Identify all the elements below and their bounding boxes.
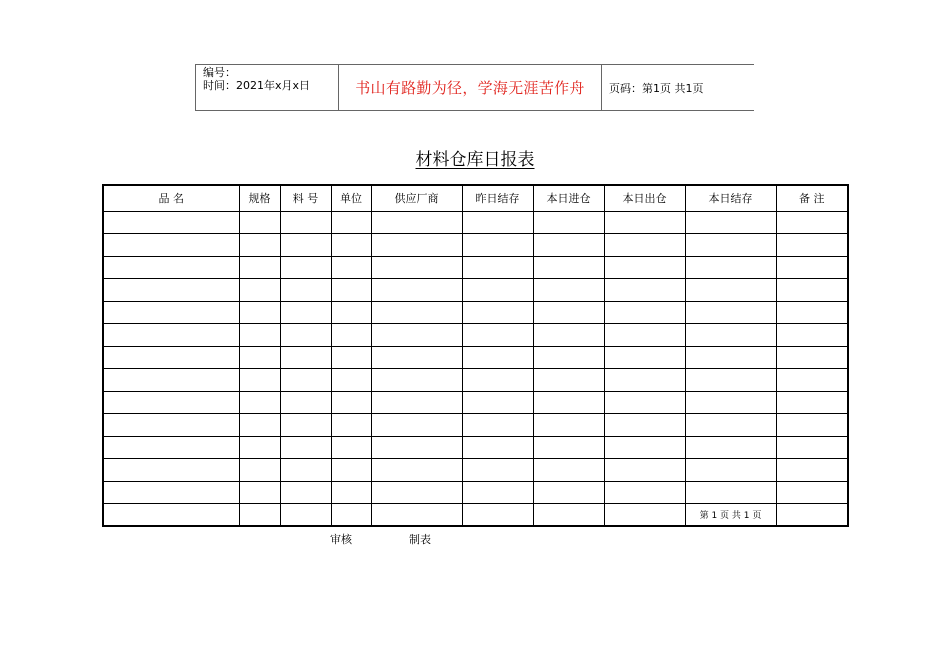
table-cell[interactable]: [371, 436, 462, 459]
table-cell[interactable]: [239, 211, 280, 234]
header-page-info: 页码：第1页 共1页: [609, 81, 704, 95]
table-cell[interactable]: [533, 346, 604, 369]
table-cell[interactable]: [776, 324, 848, 347]
table-row: [103, 481, 848, 504]
table-cell[interactable]: [533, 256, 604, 279]
document-header: [195, 64, 754, 111]
table-cell[interactable]: [371, 459, 462, 482]
table-cell[interactable]: [331, 459, 371, 482]
table-cell[interactable]: [103, 504, 239, 527]
table-cell[interactable]: [776, 346, 848, 369]
table-row: [103, 504, 848, 527]
table-cell[interactable]: [462, 256, 533, 279]
table-cell[interactable]: [331, 234, 371, 257]
page-title-text: 材料仓库日报表: [415, 150, 535, 170]
col-header-stock-in: 本日进仓: [533, 185, 604, 211]
table-cell[interactable]: [280, 391, 331, 414]
table-cell[interactable]: [280, 211, 331, 234]
table-cell[interactable]: [280, 459, 331, 482]
col-header-supplier: 供应厂商: [371, 185, 462, 211]
table-cell[interactable]: [371, 234, 462, 257]
table-cell[interactable]: [604, 301, 685, 324]
table-cell[interactable]: [685, 414, 776, 437]
table-cell[interactable]: [103, 414, 239, 437]
table-cell[interactable]: [685, 324, 776, 347]
table-cell[interactable]: [685, 459, 776, 482]
table-cell[interactable]: [604, 369, 685, 392]
table-cell[interactable]: [685, 346, 776, 369]
table-cell[interactable]: [776, 279, 848, 302]
table-cell[interactable]: [462, 436, 533, 459]
header-motto: 书山有路勤为径，学海无涯苦作舟: [339, 65, 602, 110]
table-cell[interactable]: [776, 436, 848, 459]
table-cell[interactable]: [239, 504, 280, 527]
table-cell[interactable]: [776, 504, 848, 527]
col-header-stock-out: 本日出仓: [604, 185, 685, 211]
table-cell[interactable]: [604, 391, 685, 414]
table-header-row: [103, 185, 848, 211]
table-cell[interactable]: [776, 459, 848, 482]
table-cell[interactable]: [462, 279, 533, 302]
table-cell[interactable]: [533, 301, 604, 324]
table-cell[interactable]: [331, 324, 371, 347]
table-cell[interactable]: [103, 234, 239, 257]
table-cell[interactable]: [331, 504, 371, 527]
col-header-name: 品 名: [103, 185, 239, 211]
review-label: 审核: [330, 533, 352, 546]
table-cell[interactable]: [371, 256, 462, 279]
col-header-part-no: 料 号: [280, 185, 331, 211]
table-cell[interactable]: [280, 256, 331, 279]
table-cell[interactable]: [533, 211, 604, 234]
table-cell[interactable]: [462, 459, 533, 482]
table-cell[interactable]: [604, 436, 685, 459]
table-cell[interactable]: [462, 301, 533, 324]
table-cell[interactable]: [462, 481, 533, 504]
table-cell[interactable]: [239, 301, 280, 324]
table-cell[interactable]: [331, 256, 371, 279]
table-cell[interactable]: [371, 414, 462, 437]
col-header-today-balance: 本日结存: [685, 185, 776, 211]
table-cell[interactable]: [776, 234, 848, 257]
table-cell[interactable]: [685, 211, 776, 234]
table-cell[interactable]: [239, 391, 280, 414]
table-cell[interactable]: [103, 346, 239, 369]
table-cell[interactable]: [331, 369, 371, 392]
table-row: [103, 391, 848, 414]
table-cell[interactable]: [462, 414, 533, 437]
table-row: [103, 414, 848, 437]
table-cell[interactable]: [776, 301, 848, 324]
table-cell[interactable]: [331, 481, 371, 504]
table-cell[interactable]: [103, 256, 239, 279]
table-cell[interactable]: [371, 391, 462, 414]
table-cell[interactable]: [239, 436, 280, 459]
table-cell[interactable]: [103, 301, 239, 324]
table-cell[interactable]: [239, 346, 280, 369]
date-label: 时间：2021年x月x日: [203, 78, 311, 92]
table-cell[interactable]: [331, 279, 371, 302]
table-cell[interactable]: [280, 234, 331, 257]
table-cell[interactable]: [280, 481, 331, 504]
table-cell[interactable]: [331, 391, 371, 414]
prepared-by-label: 制表: [409, 533, 431, 546]
table-cell[interactable]: [533, 279, 604, 302]
table-cell[interactable]: [604, 459, 685, 482]
table-cell[interactable]: [533, 481, 604, 504]
table-cell[interactable]: [239, 369, 280, 392]
table-cell[interactable]: [103, 436, 239, 459]
header-meta-cell: [196, 65, 339, 110]
table-cell[interactable]: [533, 414, 604, 437]
table-cell[interactable]: [533, 391, 604, 414]
table-cell[interactable]: [604, 414, 685, 437]
table-cell[interactable]: [280, 301, 331, 324]
table-cell[interactable]: [533, 459, 604, 482]
table-cell[interactable]: [462, 346, 533, 369]
table-cell[interactable]: [239, 256, 280, 279]
table-cell[interactable]: [371, 211, 462, 234]
page-title: [0, 145, 950, 170]
table-cell[interactable]: [685, 481, 776, 504]
table-cell[interactable]: [280, 369, 331, 392]
col-header-remarks: 备 注: [776, 185, 848, 211]
table-body: [103, 211, 848, 526]
table-cell[interactable]: [103, 324, 239, 347]
table-cell[interactable]: [604, 504, 685, 527]
table-row: [103, 211, 848, 234]
table-cell[interactable]: [103, 459, 239, 482]
table-cell[interactable]: [685, 234, 776, 257]
table-cell[interactable]: [462, 369, 533, 392]
table-cell[interactable]: [239, 279, 280, 302]
table-cell[interactable]: [776, 211, 848, 234]
table-cell[interactable]: [604, 234, 685, 257]
table-cell[interactable]: [103, 481, 239, 504]
serial-number-label: 编号：: [203, 66, 236, 79]
table-cell[interactable]: [685, 301, 776, 324]
table-cell[interactable]: [239, 234, 280, 257]
table-cell[interactable]: [685, 369, 776, 392]
report-table: [102, 184, 849, 527]
table-cell[interactable]: [533, 324, 604, 347]
table-cell[interactable]: [331, 301, 371, 324]
table-cell[interactable]: [371, 346, 462, 369]
table-cell[interactable]: [280, 414, 331, 437]
col-header-spec: 规格: [239, 185, 280, 211]
table-cell[interactable]: [371, 279, 462, 302]
table-cell[interactable]: [604, 279, 685, 302]
table-cell[interactable]: [685, 256, 776, 279]
table-cell[interactable]: [776, 256, 848, 279]
table-cell[interactable]: [776, 369, 848, 392]
table-cell[interactable]: [533, 234, 604, 257]
table-cell[interactable]: [280, 436, 331, 459]
table-cell[interactable]: [280, 504, 331, 527]
table-cell[interactable]: [604, 211, 685, 234]
table-cell[interactable]: [533, 504, 604, 527]
col-header-unit: 单位: [331, 185, 371, 211]
table-cell[interactable]: [103, 279, 239, 302]
table-cell[interactable]: [604, 256, 685, 279]
table-row: [103, 346, 848, 369]
table-cell[interactable]: [331, 346, 371, 369]
table-cell[interactable]: [685, 391, 776, 414]
table-cell[interactable]: [685, 279, 776, 302]
table-cell[interactable]: [776, 481, 848, 504]
table-cell[interactable]: [331, 211, 371, 234]
table-cell[interactable]: [103, 369, 239, 392]
table-row: [103, 301, 848, 324]
table-cell[interactable]: [331, 414, 371, 437]
table-cell[interactable]: [371, 504, 462, 527]
table-cell[interactable]: [371, 324, 462, 347]
table-cell[interactable]: [371, 301, 462, 324]
table-row: [103, 436, 848, 459]
table-cell[interactable]: [239, 481, 280, 504]
table-cell[interactable]: [604, 481, 685, 504]
table-cell[interactable]: [462, 234, 533, 257]
table-cell[interactable]: [462, 504, 533, 527]
table-row: [103, 369, 848, 392]
table-row: [103, 324, 848, 347]
table-cell[interactable]: [533, 369, 604, 392]
table-cell[interactable]: [103, 391, 239, 414]
table-cell[interactable]: [103, 211, 239, 234]
table-cell[interactable]: [685, 436, 776, 459]
table-row: [103, 459, 848, 482]
table-cell[interactable]: [280, 324, 331, 347]
table-row: [103, 234, 848, 257]
table-cell[interactable]: [462, 211, 533, 234]
table-cell[interactable]: [280, 346, 331, 369]
col-header-prev-balance: 昨日结存: [462, 185, 533, 211]
table-cell[interactable]: [462, 391, 533, 414]
table-cell[interactable]: [776, 391, 848, 414]
table-cell[interactable]: [604, 324, 685, 347]
table-cell[interactable]: [280, 279, 331, 302]
table-cell[interactable]: [604, 346, 685, 369]
table-cell[interactable]: [371, 481, 462, 504]
table-cell[interactable]: [776, 414, 848, 437]
table-cell[interactable]: [239, 324, 280, 347]
table-footer-page-info: 第 1 页 共 1 页: [685, 504, 776, 527]
table-cell[interactable]: [533, 436, 604, 459]
table-cell[interactable]: [239, 414, 280, 437]
table-row: [103, 256, 848, 279]
table-cell[interactable]: [239, 459, 280, 482]
table-cell[interactable]: [331, 436, 371, 459]
table-cell[interactable]: [462, 324, 533, 347]
table-row: [103, 279, 848, 302]
table-cell[interactable]: [371, 369, 462, 392]
